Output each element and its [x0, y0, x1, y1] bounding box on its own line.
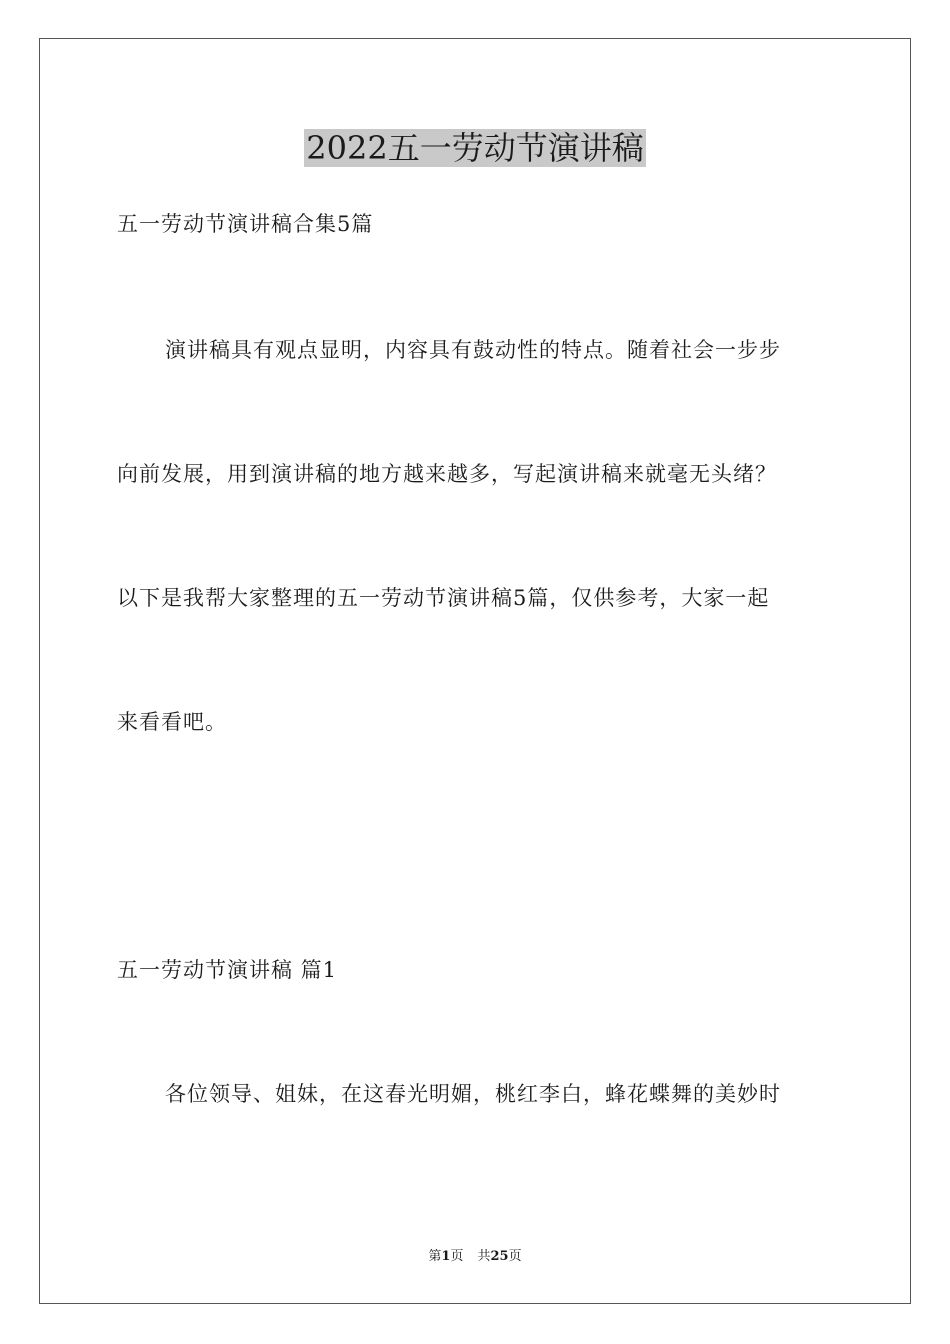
footer-page-suffix: 页 — [450, 1249, 464, 1264]
document-subtitle: 五一劳动节演讲稿合集5篇 — [117, 212, 374, 236]
document-title — [0, 126, 950, 170]
footer-total-pages: 25 — [490, 1249, 509, 1264]
section-heading: 五一劳动节演讲稿 篇1 — [117, 958, 338, 982]
intro-line-4: 来看看吧。 — [117, 710, 227, 734]
intro-line-1: 演讲稿具有观点显明，内容具有鼓动性的特点。随着社会一步步 — [165, 338, 781, 362]
footer-total-prefix: 共 — [477, 1249, 491, 1264]
section-first-line: 各位领导、姐妹，在这春光明媚，桃红李白，蜂花蝶舞的美妙时 — [165, 1082, 781, 1106]
document-title-text: 2022五一劳动节演讲稿 — [306, 129, 644, 167]
footer-page-prefix: 第 — [428, 1249, 442, 1264]
intro-line-2: 向前发展，用到演讲稿的地方越来越多，写起演讲稿来就毫无头绪？ — [117, 462, 777, 486]
intro-line-3: 以下是我帮大家整理的五一劳动节演讲稿5篇，仅供参考，大家一起 — [117, 586, 770, 610]
footer-page-number: 1 — [441, 1249, 451, 1264]
footer-total-suffix: 页 — [508, 1249, 522, 1264]
page-footer — [0, 1248, 950, 1266]
